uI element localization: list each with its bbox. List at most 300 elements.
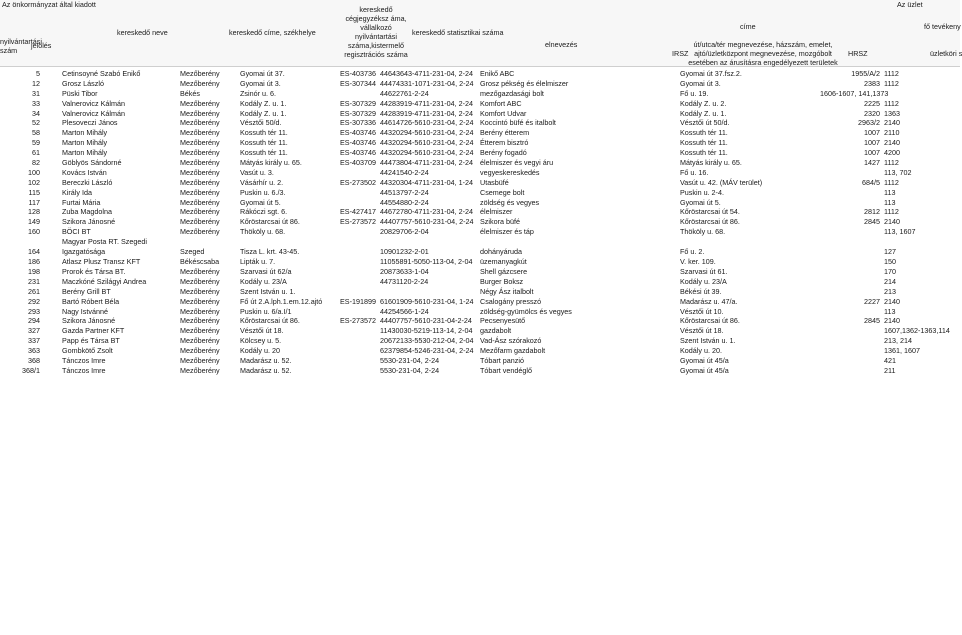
col-szam: 59 <box>32 138 40 148</box>
col-uzlet-cim: Kőröstarcsai út 86. <box>680 316 740 326</box>
header-statisztikai: kereskedő statisztikai száma <box>412 28 504 37</box>
col-elnevezes: Tóbart panzió <box>480 356 524 366</box>
col-elnevezes: Utasbüfé <box>480 177 509 187</box>
col-uzlet-cim: Gyomai út 45/a <box>680 356 729 366</box>
col-szam: 261 <box>28 286 40 296</box>
col-telepules: Mezőberény <box>180 158 220 168</box>
col-statisztikai: 11055891-5050-113-04, 2-04 <box>380 257 473 267</box>
col-uzlet-cim: Vésztői út 18. <box>680 326 724 336</box>
col-tevekenyseg: 127 <box>884 247 896 257</box>
col-telepules: Mezőberény <box>180 227 220 237</box>
col-telepules: Mezőberény <box>180 306 220 316</box>
col-nev: Grosz László <box>62 78 104 88</box>
col-elnevezes: mezőgazdasági bolt <box>480 88 544 98</box>
register-table <box>0 66 960 376</box>
col-uzlet-cim: Gyomai út 37.fsz.2. <box>680 69 742 78</box>
col-tevekenyseg: 2140 <box>884 296 900 306</box>
table-row <box>0 356 960 366</box>
col-nev: Püski Tibor <box>62 88 98 98</box>
col-tevekenyseg: 113 <box>884 187 896 197</box>
col-tevekenyseg: 2140 <box>884 217 900 227</box>
col-szam: 33 <box>32 98 40 108</box>
col-cegjegyzek: ES-307329 <box>340 98 376 108</box>
col-uzlet-cim: V. ker. 109. <box>680 257 716 267</box>
col-statisztikai: 44474331-1071-231-04, 2-24 <box>380 78 474 88</box>
col-nev: Kovács István <box>62 167 107 177</box>
col-cim: Kodály Z. u. 1. <box>240 108 287 118</box>
col-cim: Kőröstarcsai út 86. <box>240 217 300 227</box>
col-uzlet-cim: Vasút u. 42. (MÁV terület) <box>680 177 763 187</box>
col-cim: Gyomai út 5. <box>240 197 281 207</box>
col-uzlet-cim: Kossuth tér 11. <box>680 148 728 158</box>
col-cim: Gyomai út 37. <box>240 69 285 78</box>
col-nev: Göblyös Sándorné <box>62 158 122 168</box>
col-elnevezes: Csemege bolt <box>480 187 525 197</box>
col-elnevezes: Csalogány presszó <box>480 296 542 306</box>
table-row <box>0 237 960 257</box>
col-szam: 368 <box>28 356 40 366</box>
table-row <box>0 168 960 178</box>
header-cim-detail: út/utca/tér megnevezése, házszám, emelet, ajtó/üzletközpont megnevezése, mozgóbolt esetében az árusításra engedélyezett területek <box>688 40 838 67</box>
table-row <box>0 79 960 89</box>
col-statisztikai: 20873633-1-04 <box>380 267 429 277</box>
header-elnevezes: elnevezés <box>545 40 578 49</box>
col-statisztikai: 44731120-2-24 <box>380 276 429 286</box>
col-uzlet-cim: Fő u. 19. <box>680 88 709 98</box>
col-szam: 82 <box>32 158 40 168</box>
table-row <box>0 178 960 188</box>
col-tevekenyseg: 1112 <box>884 98 899 108</box>
table-row <box>0 316 960 326</box>
col-tevekenyseg: 213, 214 <box>884 336 912 346</box>
col-statisztikai: 10901232-2-01 <box>380 247 429 257</box>
col-uzlet-cim: Gyomai út 5. <box>680 197 721 207</box>
col-elnevezes: Szikora büfé <box>480 217 520 227</box>
col-elnevezes: Étterem bisztró <box>480 138 529 148</box>
col-nev: Cetinsoyné Szabó Enikő <box>62 69 141 78</box>
col-szam: 294 <box>28 316 40 326</box>
col-nev: Marton Mihály <box>62 138 108 148</box>
col-cim: Kőröstarcsai út 86. <box>240 316 300 326</box>
col-tevekenyseg: 4200 <box>884 148 900 158</box>
col-telepules: Mezőberény <box>180 286 220 296</box>
col-szam: 12 <box>32 78 40 88</box>
col-tevekenyseg: 113 <box>884 197 896 207</box>
col-szam: 102 <box>28 177 40 187</box>
col-cegjegyzek: ES-403746 <box>340 128 376 138</box>
col-telepules: Mezőberény <box>180 365 220 375</box>
col-telepules: Mezőberény <box>180 197 220 207</box>
col-tevekenyseg: 1361, 1607 <box>884 346 920 356</box>
col-szam: 100 <box>28 167 40 177</box>
col-telepules: Mezőberény <box>180 336 220 346</box>
col-hrsz: 1955/A/2 <box>851 69 880 78</box>
table-row <box>0 326 960 336</box>
col-statisztikai: 44320294-5610-231-04, 2-24 <box>380 148 474 158</box>
col-nev: Bartó Róbert Béla <box>62 296 120 306</box>
col-nev: Furtai Mária <box>62 197 101 207</box>
col-szam: 327 <box>28 326 40 336</box>
col-cim: Thököly u. 68. <box>240 227 286 237</box>
col-elnevezes: élelmiszer és vegyi áru <box>480 158 554 168</box>
col-telepules: Mezőberény <box>180 98 220 108</box>
header-kereskedo-cime: kereskedő címe, székhelye <box>229 28 316 37</box>
col-uzlet-cim: Kodály u. 23/A <box>680 276 727 286</box>
col-elnevezes: Shell gázcsere <box>480 267 528 277</box>
col-hrsz: 1007 <box>864 148 880 158</box>
col-telepules: Szeged <box>180 247 205 257</box>
col-elnevezes: vegyeskereskedés <box>480 167 540 177</box>
col-nev: Zuba Magdolna <box>62 207 112 217</box>
table-row <box>0 277 960 287</box>
col-cim: Madarász u. 52. <box>240 356 292 366</box>
col-szam: 117 <box>28 197 40 207</box>
col-elnevezes: Mezőfarm gazdabolt <box>480 346 546 356</box>
col-szam: 337 <box>28 336 40 346</box>
col-hrsz: 2845 <box>864 316 880 326</box>
col-szam: 160 <box>28 227 40 237</box>
header-corner-right: Az üzlet <box>897 0 923 9</box>
col-elnevezes: élelmiszer és táp <box>480 227 534 237</box>
col-cegjegyzek: ES-403709 <box>340 158 376 168</box>
header-uzletkori: üzletköri s <box>930 49 962 58</box>
table-row <box>0 287 960 297</box>
col-cim: Puskin u. 6/a.I/1 <box>240 306 292 316</box>
col-nev: Marton Mihály <box>62 128 108 138</box>
col-statisztikai: 44407757-5610-231-04-2-24 <box>380 316 472 326</box>
col-tevekenyseg: 2140 <box>884 316 900 326</box>
col-elnevezes: Burger Boksz <box>480 276 524 286</box>
col-nev: Király Ida <box>62 187 92 197</box>
col-tevekenyseg: 211 <box>884 365 896 375</box>
col-tevekenyseg: 2110 <box>884 128 900 138</box>
col-cegjegyzek: ES-427417 <box>340 207 376 217</box>
col-szam: 5 <box>36 69 40 78</box>
col-statisztikai: 62379854-5246-231-04, 2-24 <box>380 346 474 356</box>
col-elnevezes: Komfort ABC <box>480 98 522 108</box>
col-hrsz: 2963/2 <box>858 118 880 128</box>
col-telepules: Mezőberény <box>180 118 220 128</box>
col-hrsz: 2845 <box>864 217 880 227</box>
col-elnevezes: zöldség-gyümölcs és vegyes <box>480 306 572 316</box>
col-szam: 52 <box>32 118 40 128</box>
col-cim: Szarvasi út 62/a <box>240 267 292 277</box>
table-row <box>0 307 960 317</box>
col-elnevezes: üzemanyagkút <box>480 257 527 267</box>
col-szam: 363 <box>28 346 40 356</box>
col-uzlet-cim: Kodály u. 20. <box>680 346 722 356</box>
col-nev: Bereczki László <box>62 177 113 187</box>
col-nev: Nagy Istvánné <box>62 306 108 316</box>
col-cim: Vasút u. 3. <box>240 167 274 177</box>
col-nev: Marton Mihály <box>62 148 108 158</box>
col-tevekenyseg: 1607,1362-1363,114 <box>884 326 950 336</box>
table-row <box>0 138 960 148</box>
col-tevekenyseg: 2140 <box>884 138 900 148</box>
col-tevekenyseg: 170 <box>884 267 896 277</box>
col-uzlet-cim: Kossuth tér 11. <box>680 138 728 148</box>
col-cim: Gyomai út 3. <box>240 78 281 88</box>
col-telepules: Mezőberény <box>180 217 220 227</box>
col-nev: Valnerovicz Kálmán <box>62 98 125 108</box>
col-elnevezes: Pecsenyesütő <box>480 316 526 326</box>
col-uzlet-cim: Kőröstarcsai út 86. <box>680 217 740 227</box>
col-statisztikai: 5530-231-04, 2-24 <box>380 356 440 366</box>
col-telepules: Békés <box>180 88 200 98</box>
col-tevekenyseg: 113 <box>884 306 896 316</box>
col-szam: 149 <box>28 217 40 227</box>
col-cegjegyzek: ES-307329 <box>340 108 376 118</box>
table-row <box>0 257 960 267</box>
col-elnevezes: Koccintó büfé és italbolt <box>480 118 556 128</box>
header-cime: címe <box>740 22 756 31</box>
col-cegjegyzek: ES-273572 <box>340 217 376 227</box>
col-szam: 368/1 <box>22 365 40 375</box>
header-jeloles: jelölés <box>31 41 52 50</box>
col-telepules: Mezőberény <box>180 177 220 187</box>
col-elnevezes: Berény étterem <box>480 128 530 138</box>
col-cegjegyzek: ES-307336 <box>340 118 376 128</box>
col-tevekenyseg: 1112 <box>884 69 899 78</box>
col-cim: Zsinór u. 6. <box>240 88 276 98</box>
col-szam: 31 <box>32 88 40 98</box>
col-telepules: Mezőberény <box>180 138 220 148</box>
col-statisztikai: 5530-231-04, 2-24 <box>380 365 440 375</box>
col-hrsz: 684/5 <box>862 177 880 187</box>
col-szam: 61 <box>32 148 40 158</box>
table-row <box>0 198 960 208</box>
table-row <box>0 188 960 198</box>
col-nev: BÖCI BT <box>62 227 91 237</box>
col-tevekenyseg: 113, 1607 <box>884 227 916 237</box>
col-statisztikai: 44614726-5610-231-04, 2-24 <box>380 118 474 128</box>
col-tevekenyseg: 1112 <box>884 158 899 168</box>
col-cim: Rákóczi sgt. 6. <box>240 207 288 217</box>
col-uzlet-cim: Fő u. 16. <box>680 167 709 177</box>
col-nev: Atlasz Plusz Transz KFT <box>62 257 141 267</box>
col-hrsz: 1007 <box>864 138 880 148</box>
col-cim: Tisza L. krt. 43-45. <box>240 247 300 257</box>
col-uzlet-cim: Gyomai út 45/a <box>680 365 729 375</box>
col-tevekenyseg: 214 <box>884 276 896 286</box>
col-statisztikai: 44473804-4711-231-04, 2-24 <box>380 158 473 168</box>
col-cim: Madarász u. 52. <box>240 365 292 375</box>
table-row <box>0 207 960 217</box>
col-telepules: Mezőberény <box>180 346 220 356</box>
col-elnevezes: élelmiszer <box>480 207 513 217</box>
col-uzlet-cim: Mátyás király u. 65. <box>680 158 742 168</box>
col-telepules: Mezőberény <box>180 207 220 217</box>
table-row <box>0 109 960 119</box>
header-fo-tevekenyseg: fő tevékeny <box>924 22 961 31</box>
col-nev: Szikora Jánosné <box>62 316 116 326</box>
col-uzlet-cim: Vésztői út 10. <box>680 306 724 316</box>
table-row <box>0 297 960 307</box>
col-szam: 58 <box>32 128 40 138</box>
col-uzlet-cim: Thököly u. 68. <box>680 227 726 237</box>
col-uzlet-cim: Kodály Z. u. 2. <box>680 98 727 108</box>
col-nev: Prorok és Társa BT. <box>62 267 126 277</box>
col-telepules: Mezőberény <box>180 356 220 366</box>
table-row <box>0 69 960 79</box>
col-statisztikai: 44320304-4711-231-04, 1-24 <box>380 177 473 187</box>
col-cim: Kölcsey u. 5. <box>240 336 282 346</box>
col-tevekenyseg: 150 <box>884 257 896 267</box>
col-uzlet-cim: Vésztői út 50/d. <box>680 118 730 128</box>
col-statisztikai: 44513797-2-24 <box>380 187 429 197</box>
col-statisztikai: 44283919-4711-231-04, 2-24 <box>380 98 473 108</box>
col-elnevezes: Négy Ász italbolt <box>480 286 534 296</box>
col-statisztikai: 44554880-2-24 <box>380 197 429 207</box>
col-telepules: Mezőberény <box>180 326 220 336</box>
col-cim: Kossuth tér 11. <box>240 148 288 158</box>
header-kereskedo-neve: kereskedő neve <box>117 28 168 37</box>
col-statisztikai: 61601909-5610-231-04, 1-24 <box>380 296 474 306</box>
col-telepules: Mezőberény <box>180 78 220 88</box>
col-telepules: Mezőberény <box>180 296 220 306</box>
col-cegjegyzek: ES-403736 <box>340 69 376 78</box>
col-cegjegyzek: ES-307344 <box>340 78 376 88</box>
col-elnevezes: Tóbart vendéglő <box>480 365 532 375</box>
col-cim: Kossuth tér 11. <box>240 128 288 138</box>
col-elnevezes: zöldség és vegyes <box>480 197 540 207</box>
header-cegjegyzek: kereskedő cégjegyzéksz áma, vállalkozó nyilvántartási száma,kistermelő regisztrációs száma <box>344 5 408 59</box>
col-szam: 292 <box>28 296 40 306</box>
col-hrsz: 2227 <box>864 296 880 306</box>
table-row <box>0 227 960 237</box>
table-row <box>0 148 960 158</box>
col-cim: Lipták u. 7. <box>240 257 276 267</box>
col-nev: Tánczos Imre <box>62 356 106 366</box>
col-szam: 128 <box>28 207 40 217</box>
col-cim: Kodály u. 20 <box>240 346 280 356</box>
col-statisztikai: 44241540-2-24 <box>380 167 429 177</box>
col-szam: 186 <box>28 257 40 267</box>
col-cim: Mátyás király u. 65. <box>240 158 302 168</box>
col-uzlet-cim: Szent István u. 1. <box>680 336 736 346</box>
col-szam: 231 <box>28 276 40 286</box>
col-nev: Szikora Jánosné <box>62 217 116 227</box>
col-uzlet-cim: Szarvasi út 61. <box>680 267 728 277</box>
col-statisztikai: 44320294-5610-231-04, 2-24 <box>380 128 474 138</box>
col-statisztikai: 20829706-2-04 <box>380 227 429 237</box>
header-irsz: IRSZ <box>672 49 689 58</box>
table-row <box>0 128 960 138</box>
col-elnevezes: gazdabolt <box>480 326 512 336</box>
table-row <box>0 336 960 346</box>
col-nev: Maczkóné Szilágyi Andrea <box>62 276 147 286</box>
col-statisztikai: 44320294-5610-231-04, 2-24 <box>380 138 474 148</box>
header-hrsz: HRSZ <box>848 49 868 58</box>
col-szam: 198 <box>28 267 40 277</box>
col-telepules: Mezőberény <box>180 148 220 158</box>
table-row <box>0 366 960 376</box>
col-uzlet-cim: Puskin u. 2-4. <box>680 187 724 197</box>
col-nev: Plesoveczi János <box>62 118 118 128</box>
col-szam: 115 <box>28 187 40 197</box>
table-row <box>0 346 960 356</box>
col-nev: Magyar Posta RT. Szegedi Igazgatósága <box>62 237 147 257</box>
col-cim: Kodály Z. u. 1. <box>240 98 287 108</box>
col-nev: Gazda Partner KFT <box>62 326 125 336</box>
col-uzlet-cim: Madarász u. 47/a. <box>680 296 738 306</box>
col-uzlet-cim: Kossuth tér 11. <box>680 128 728 138</box>
col-statisztikai: 44407757-5610-231-04, 2-24 <box>380 217 474 227</box>
col-telepules: Mezőberény <box>180 108 220 118</box>
table-row <box>0 99 960 109</box>
table-row <box>0 217 960 227</box>
col-cegjegyzek: ES-191899 <box>340 296 376 306</box>
col-hrsz: 1606-1607, 141,1373 <box>820 88 889 98</box>
col-statisztikai: 44283919-4711-231-04, 2-24 <box>380 108 473 118</box>
col-statisztikai: 20672133-5530-212-04, 2-04 <box>380 336 474 346</box>
col-tevekenyseg: 1112 <box>884 78 899 88</box>
col-cim: Vésztői 50/d. <box>240 118 282 128</box>
col-nev: Valnerovicz Kálmán <box>62 108 125 118</box>
col-telepules: Mezőberény <box>180 316 220 326</box>
col-cim: Vésztői út 18. <box>240 326 284 336</box>
col-cegjegyzek: ES-403746 <box>340 138 376 148</box>
col-telepules: Mezőberény <box>180 69 220 78</box>
col-elnevezes: Berény fogadó <box>480 148 527 158</box>
col-cim: Kodály u. 23/A <box>240 276 287 286</box>
col-tevekenyseg: 213 <box>884 286 896 296</box>
col-cegjegyzek: ES-403746 <box>340 148 376 158</box>
col-tevekenyseg: 421 <box>884 356 896 366</box>
col-cim: Szent István u. 1. <box>240 286 296 296</box>
header-corner-left: Az önkormányzat által kiadott <box>2 0 96 9</box>
col-telepules: Mezőberény <box>180 267 220 277</box>
col-nev: Tánczos Imre <box>62 365 106 375</box>
col-nev: Berény Grill BT <box>62 286 111 296</box>
col-telepules: Mezőberény <box>180 167 220 177</box>
col-hrsz: 1007 <box>864 128 880 138</box>
col-uzlet-cim: Békési út 39. <box>680 286 722 296</box>
col-tevekenyseg: 1112 <box>884 207 899 217</box>
col-telepules: Mezőberény <box>180 187 220 197</box>
col-elnevezes: Vad-Ász szórakozó <box>480 336 542 346</box>
col-hrsz: 2320 <box>864 108 880 118</box>
col-elnevezes: dohányáruda <box>480 247 522 257</box>
col-hrsz: 2812 <box>864 207 880 217</box>
col-tevekenyseg: 113, 702 <box>884 167 912 177</box>
table-row <box>0 267 960 277</box>
col-telepules: Mezőberény <box>180 276 220 286</box>
col-statisztikai: 44622761-2-24 <box>380 88 429 98</box>
col-elnevezes: Komfort Udvar <box>480 108 527 118</box>
header-nyilv-szam: nyilvántartási szám <box>0 37 42 55</box>
col-hrsz: 1427 <box>864 158 880 168</box>
col-tevekenyseg: 1112 <box>884 177 899 187</box>
col-cim: Puskin u. 6./3. <box>240 187 286 197</box>
col-telepules: Békéscsaba <box>180 257 220 267</box>
col-tevekenyseg: 2140 <box>884 118 900 128</box>
col-nev: Gombkötő Zsolt <box>62 346 113 356</box>
col-szam: 164 <box>28 247 40 257</box>
col-elnevezes: Enikő ABC <box>480 69 515 78</box>
col-cim: Kossuth tér 11. <box>240 138 288 148</box>
col-telepules: Mezőberény <box>180 128 220 138</box>
col-statisztikai: 44643643-4711-231-04, 2-24 <box>380 69 473 78</box>
col-statisztikai: 11430030-5219-113-14, 2-04 <box>380 326 473 336</box>
col-elnevezes: Grosz pékség és élelmiszer <box>480 78 569 88</box>
col-hrsz: 2383 <box>864 78 880 88</box>
col-nev: Papp és Társa BT <box>62 336 120 346</box>
col-uzlet-cim: Fő u. 2. <box>680 247 705 257</box>
table-row <box>0 158 960 168</box>
col-uzlet-cim: Kodály Z. u. 1. <box>680 108 727 118</box>
col-szam: 293 <box>28 306 40 316</box>
